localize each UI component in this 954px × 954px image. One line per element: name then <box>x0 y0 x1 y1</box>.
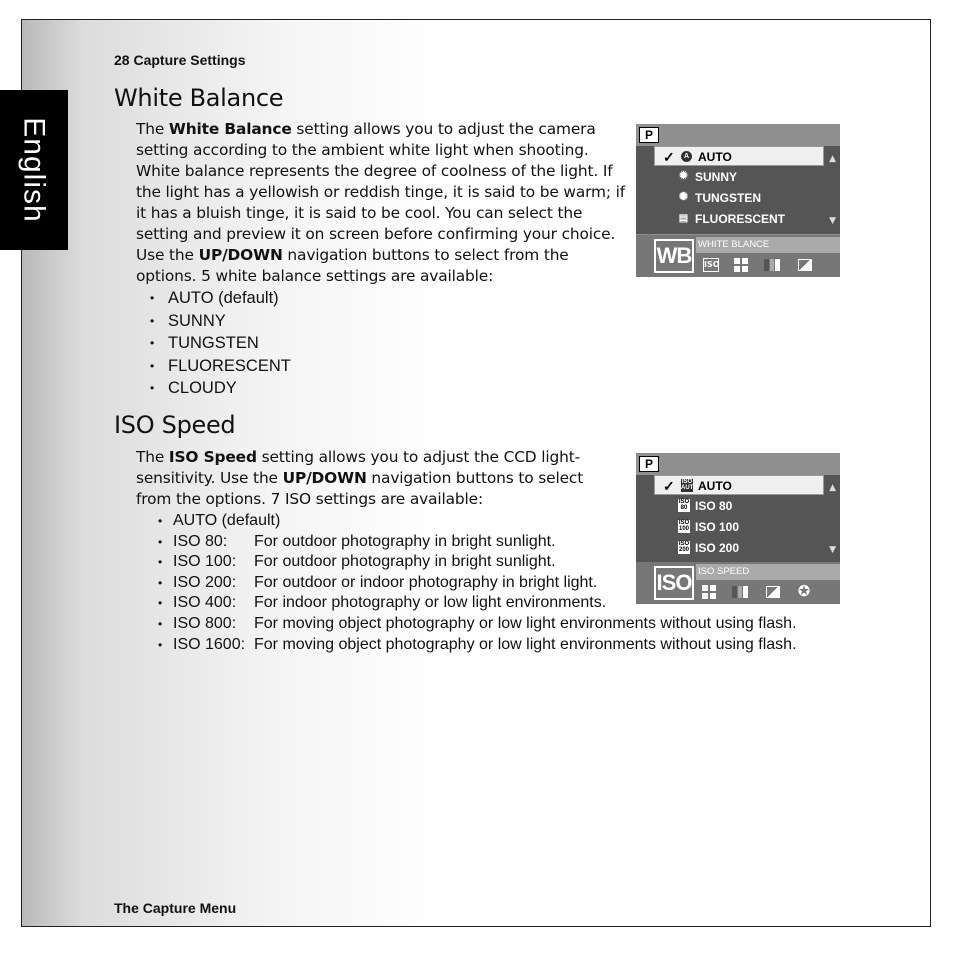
iso-speed-intro <box>136 447 616 510</box>
intro-text: setting allows you to adjust the CCD light-sensitivity. Use the <box>136 448 581 487</box>
list-item: • TUNGSTEN <box>150 332 291 355</box>
white-balance-intro <box>136 119 628 287</box>
list-item: • ISO 80: For outdoor photography in bright sunlight. <box>158 532 814 553</box>
page-header: 28 Capture Settings <box>114 52 246 68</box>
iso-option-label: ISO 80: <box>173 532 228 550</box>
wb-sub-label: WHITE BLANCE <box>696 237 840 253</box>
iso-option-desc: For indoor photography or low light environments. <box>254 594 607 612</box>
iso-option-label: ISO 100: <box>173 553 237 571</box>
tungsten-icon: ✺ <box>678 191 689 203</box>
metering-tab-icon[interactable] <box>734 258 750 272</box>
list-item: • CLOUDY <box>150 377 291 400</box>
list-item: • ISO 400: For indoor photography or low light environments. <box>158 593 814 614</box>
wb-menu <box>636 146 840 234</box>
scroll-down-icon[interactable]: ▼ <box>829 545 836 555</box>
iso-menu-item-label: ISO 200 <box>695 541 740 555</box>
white-balance-options <box>150 287 291 400</box>
iso-auto-icon: ISO AUTO <box>681 479 698 491</box>
wb-status-bar <box>636 235 840 277</box>
page-footer: The Capture Menu <box>114 900 237 916</box>
iso-option-label: ISO 200: <box>173 573 237 591</box>
wb-menu-item-label: AUTO <box>698 150 732 164</box>
checkmark-icon: ✓ <box>663 149 675 165</box>
wb-camera-screen <box>636 124 840 277</box>
white-balance-heading: White Balance <box>114 84 284 112</box>
iso-speed-heading: ISO Speed <box>114 411 236 439</box>
iso-80-icon: ISO 80 <box>678 499 690 511</box>
intro-text: navigation buttons to select from the options. 7 ISO settings are available: <box>136 469 584 508</box>
iso-option-desc: For moving object photography or low light environments without using flash. <box>254 614 797 632</box>
intro-text: setting allows you to adjust the camera setting according to the ambient white light when shooting. White balance represents the degree of coolness of the light. If the light has a yellowish or reddish tinge, it is said to be warm; if it has a bluish tinge, it is said to be cool. You can select the setting and preview it on screen before confirming your choice. Use the <box>136 120 626 264</box>
intro-bold: UP/DOWN <box>198 246 283 264</box>
intro-bold: UP/DOWN <box>282 469 367 487</box>
list-item: • SUNNY <box>150 310 291 333</box>
language-tab-label: English <box>18 117 51 223</box>
iso-menu-item-label: AUTO <box>698 479 732 493</box>
fluorescent-icon: ▤ <box>678 213 689 224</box>
intro-text: navigation buttons to select from the options. 5 white balance settings are available: <box>136 246 569 285</box>
color-tab-icon[interactable] <box>732 586 748 600</box>
wb-menu-item-label: SUNNY <box>695 170 738 184</box>
wb-menu-item[interactable] <box>652 209 824 229</box>
wb-menu-item-label: TUNGSTEN <box>695 191 761 205</box>
sun-icon: ✹ <box>678 170 689 182</box>
iso-sub-label: ISO SPEED <box>696 564 840 580</box>
program-mode-badge: P <box>639 127 659 143</box>
iso-menu-item[interactable] <box>652 496 824 516</box>
wb-menu-item[interactable] <box>654 146 824 166</box>
iso-menu-item[interactable] <box>652 538 824 558</box>
iso-option-label: ISO 400: <box>173 594 237 612</box>
iso-200-icon: ISO 200 <box>678 541 690 553</box>
intro-bold: White Balance <box>168 120 292 138</box>
language-tab <box>0 90 68 250</box>
auto-wb-icon: A <box>681 151 692 162</box>
checkmark-icon: ✓ <box>663 478 675 494</box>
effects-tab-icon[interactable]: ✪ <box>797 582 811 600</box>
iso-menu-item-label: ISO 100 <box>695 520 740 534</box>
list-item: • AUTO (default) <box>158 511 814 532</box>
iso-option-label: ISO 1600: <box>173 635 246 653</box>
iso-100-icon: ISO 100 <box>678 520 690 532</box>
list-item: • ISO 1600: For moving object photography or low light environments without using flash. <box>158 635 814 656</box>
program-mode-badge: P <box>639 456 659 472</box>
iso-option-desc: For moving object photography or low light environments without using flash. <box>254 635 797 653</box>
wb-big-icon: WB <box>654 239 694 273</box>
wb-menu-item[interactable] <box>652 167 824 187</box>
wb-menu-item-label: FLUORESCENT <box>695 212 785 226</box>
iso-option-desc: For outdoor photography in bright sunlight. <box>254 553 556 571</box>
intro-bold: ISO Speed <box>168 448 257 466</box>
iso-menu <box>636 475 840 563</box>
iso-option-label: ISO 800: <box>173 614 237 632</box>
iso-option-desc: For outdoor or indoor photography in bright light. <box>254 573 598 591</box>
color-tab-icon[interactable] <box>764 259 780 273</box>
scroll-down-icon[interactable]: ▼ <box>829 216 836 226</box>
scroll-up-icon[interactable]: ▲ <box>829 154 836 164</box>
list-item: • ISO 100: For outdoor photography in bright sunlight. <box>158 552 814 573</box>
intro-text: The <box>136 448 169 466</box>
iso-menu-item[interactable] <box>654 475 824 495</box>
iso-status-bar <box>636 562 840 604</box>
contrast-tab-icon[interactable] <box>766 586 782 600</box>
list-item: • FLUORESCENT <box>150 355 291 378</box>
iso-option-desc: For outdoor photography in bright sunlight. <box>254 532 556 550</box>
wb-menu-item[interactable] <box>652 188 824 208</box>
list-item: • ISO 200: For outdoor or indoor photography in bright light. <box>158 573 814 594</box>
iso-option-label: AUTO (default) <box>173 512 281 529</box>
iso-tab-icon[interactable]: ISO <box>703 258 719 272</box>
intro-text: The <box>136 120 169 138</box>
list-item: • AUTO (default) <box>150 287 291 310</box>
scroll-up-icon[interactable]: ▲ <box>829 483 836 493</box>
iso-menu-item[interactable] <box>652 517 824 537</box>
iso-menu-item-label: ISO 80 <box>695 499 733 513</box>
iso-big-icon: ISO <box>654 566 694 600</box>
iso-camera-screen <box>636 453 840 603</box>
contrast-tab-icon[interactable] <box>798 259 814 273</box>
metering-tab-icon[interactable] <box>702 585 718 599</box>
list-item: • ISO 800: For moving object photography or low light environments without using flash. <box>158 614 814 635</box>
